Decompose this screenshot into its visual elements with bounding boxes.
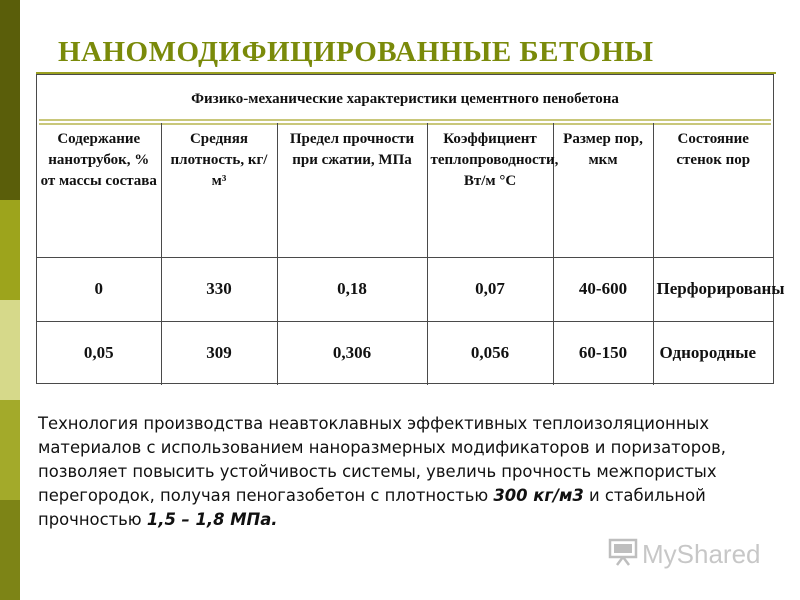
- properties-grid: [37, 123, 785, 385]
- watermark-text: MyShared: [642, 538, 761, 569]
- side-bar-segment: [0, 300, 20, 400]
- properties-table: [36, 74, 785, 384]
- side-bar-segment: [0, 400, 20, 500]
- header-cell-pore-wall-state: Состояние стенок пор: [653, 123, 773, 257]
- caption-rule: [39, 119, 771, 121]
- body-text-part: и стабильной прочностью: [38, 486, 706, 529]
- table-header-row: [37, 123, 773, 257]
- table-cell: 0,18: [277, 257, 427, 321]
- body-paragraph: [38, 412, 778, 532]
- header-cell-pore-size: Размер пор, мкм: [553, 123, 653, 257]
- side-bar-segment: [0, 0, 20, 200]
- watermark-logo: [608, 536, 768, 572]
- table-caption: Физико-механические характеристики цементного пенобетона: [191, 90, 619, 107]
- side-decoration-bar: [0, 0, 20, 600]
- header-cell-nanotube-content: Содержание нанотрубок, % от массы состава: [40, 131, 157, 189]
- strength-value: 1,5 – 1,8 МПа.: [146, 510, 278, 529]
- table-cell: 0: [37, 257, 161, 321]
- header-cell-compressive-strength: Предел прочности при сжатии, МПа: [277, 123, 427, 257]
- table-cell: 0,05: [37, 321, 161, 385]
- table-cell: Перфорированы: [653, 257, 773, 321]
- slide-title: НАНОМОДИФИЦИРОВАННЫЕ БЕТОНЫ: [58, 36, 654, 68]
- table-cell: Однородные: [653, 321, 773, 385]
- table-cell: 0,07: [427, 257, 553, 321]
- table-cell: 309: [161, 321, 277, 385]
- body-text-part: Технология производства неавтоклавных эффективных теплоизоляционных материалов с использованием наноразмерных модификаторов и поризаторов, позволяет повысить устойчивость системы, увеличь прочность межпористых перегородок, получая пеногазобетон с плотностью: [38, 414, 727, 505]
- header-cell-density: Средняя плотность, кг/м³: [161, 123, 277, 257]
- table-cell: 60-150: [553, 321, 653, 385]
- table-cell: 0,056: [427, 321, 553, 385]
- table-row: [37, 321, 773, 385]
- table-cell: 0,306: [277, 321, 427, 385]
- side-bar-segment: [0, 200, 20, 300]
- density-value: 300 кг/м3: [493, 486, 584, 505]
- side-bar-segment: [0, 500, 20, 600]
- header-cell-thermal-conductivity: Коэффициент теплопроводности, Вт/м °С: [427, 123, 553, 257]
- table-cell: 330: [161, 257, 277, 321]
- table-row: [37, 257, 773, 321]
- table-cell: 40-600: [553, 257, 653, 321]
- projector-screen-icon: [608, 537, 638, 572]
